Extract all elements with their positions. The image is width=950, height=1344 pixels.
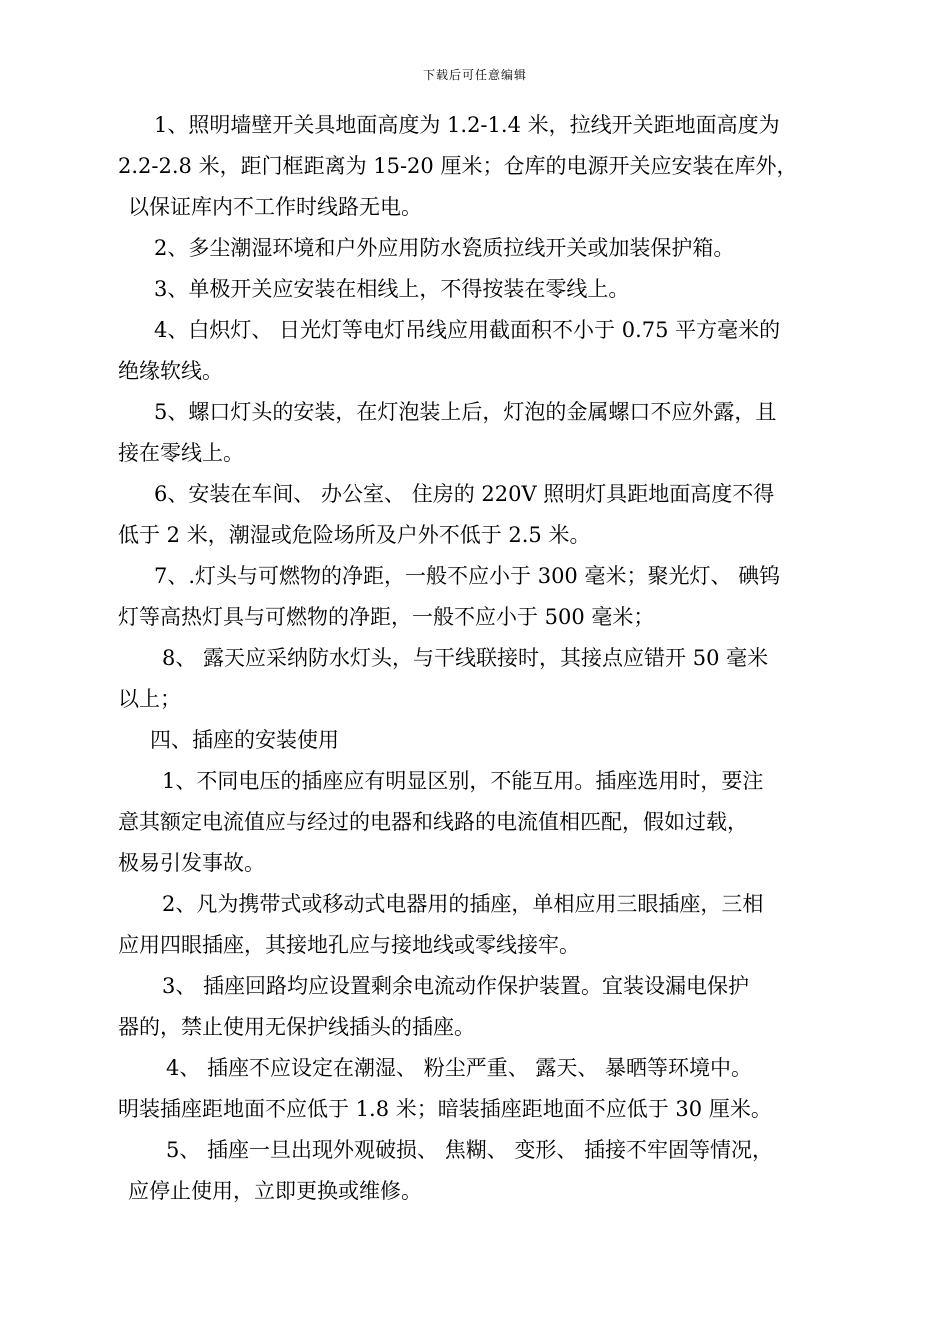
paragraph-3 bbox=[118, 269, 846, 310]
paragraph-7 bbox=[118, 556, 846, 638]
paragraph-4 bbox=[118, 310, 846, 392]
text-line: 灯等高热灯具与可燃物的净距，一般不应小于 500 毫米； bbox=[118, 605, 655, 629]
text-line: 2、多尘潮湿环境和户外应用防水瓷质拉线开关或加装保护箱。 bbox=[154, 236, 735, 260]
text-line: 8、 露天应采纳防水灯头，与干线联接时，其接点应错开 50 毫米 bbox=[162, 646, 769, 670]
text-line: 以保证库内不工作时线路无电。 bbox=[128, 195, 422, 219]
text-line: 明装插座距地面不应低于 1.8 米；暗装插座距地面不应低于 30 厘米。 bbox=[118, 1097, 772, 1121]
paragraph-8 bbox=[118, 638, 846, 720]
text-line: 绝缘软线。 bbox=[118, 359, 223, 383]
text-line: 以上； bbox=[118, 687, 181, 711]
text-line: 4、白炽灯、 日光灯等电灯吊线应用截面积不小于 0.75 平方毫米的 bbox=[154, 318, 781, 342]
text-line: 3、 插座回路均应设置剩余电流动作保护装置。宜装设漏电保护 bbox=[162, 974, 750, 998]
paragraph-1 bbox=[118, 105, 846, 228]
section-title: 四、插座的安装使用 bbox=[150, 728, 339, 752]
text-line: 4、 插座不应设定在潮湿、 粉尘严重、 露天、 暴晒等环境中。 bbox=[166, 1056, 753, 1080]
text-line: 低于 2 米，潮湿或危险场所及户外不低于 2.5 米。 bbox=[118, 523, 591, 547]
text-line: 应用四眼插座，其接地孔应与接地线或零线接牢。 bbox=[118, 933, 580, 957]
paragraph-2 bbox=[118, 228, 846, 269]
document-body bbox=[118, 105, 846, 1212]
paragraph-9 bbox=[118, 761, 846, 884]
paragraph-10 bbox=[118, 884, 846, 966]
text-line: 器的，禁止使用无保护线插头的插座。 bbox=[118, 1015, 475, 1039]
text-line: 应停止使用，立即更换或维修。 bbox=[128, 1179, 422, 1203]
text-line: 7、.灯头与可燃物的净距，一般不应小于 300 毫米；聚光灯、 碘钨 bbox=[154, 564, 781, 588]
paragraph-5 bbox=[118, 392, 846, 474]
text-line: 2、凡为携带式或移动式电器用的插座，单相应用三眼插座，三相 bbox=[162, 892, 764, 916]
text-line: 5、 插座一旦出现外观破损、 焦糊、 变形、 插接不牢固等情况， bbox=[166, 1138, 774, 1162]
text-line: 2.2-2.8 米，距门框距离为 15-20 厘米；仓库的电源开关应安装在库外， bbox=[118, 154, 798, 178]
paragraph-6 bbox=[118, 474, 846, 556]
text-line: 3、单极开关应安装在相线上，不得按装在零线上。 bbox=[154, 277, 630, 301]
text-line: 5、螺口灯头的安装，在灯泡装上后，灯泡的金属螺口不应外露，且 bbox=[154, 400, 777, 424]
paragraph-11 bbox=[118, 966, 846, 1048]
text-line: 1、不同电压的插座应有明显区别，不能互用。插座选用时，要注 bbox=[162, 769, 764, 793]
text-line: 意其额定电流值应与经过的电器和线路的电流值相匹配，假如过载， bbox=[118, 810, 748, 834]
page-header: 下载后可任意编辑 bbox=[422, 68, 527, 82]
paragraph-13 bbox=[118, 1130, 846, 1212]
text-line: 1、照明墙壁开关具地面高度为 1.2-1.4 米，拉线开关距地面高度为 bbox=[154, 113, 780, 137]
text-line: 极易引发事故。 bbox=[118, 851, 265, 875]
section-heading bbox=[118, 720, 846, 761]
text-line: 接在零线上。 bbox=[118, 441, 244, 465]
paragraph-12 bbox=[118, 1048, 846, 1130]
text-line: 6、安装在车间、 办公室、 住房的 220V 照明灯具距地面高度不得 bbox=[154, 482, 775, 506]
